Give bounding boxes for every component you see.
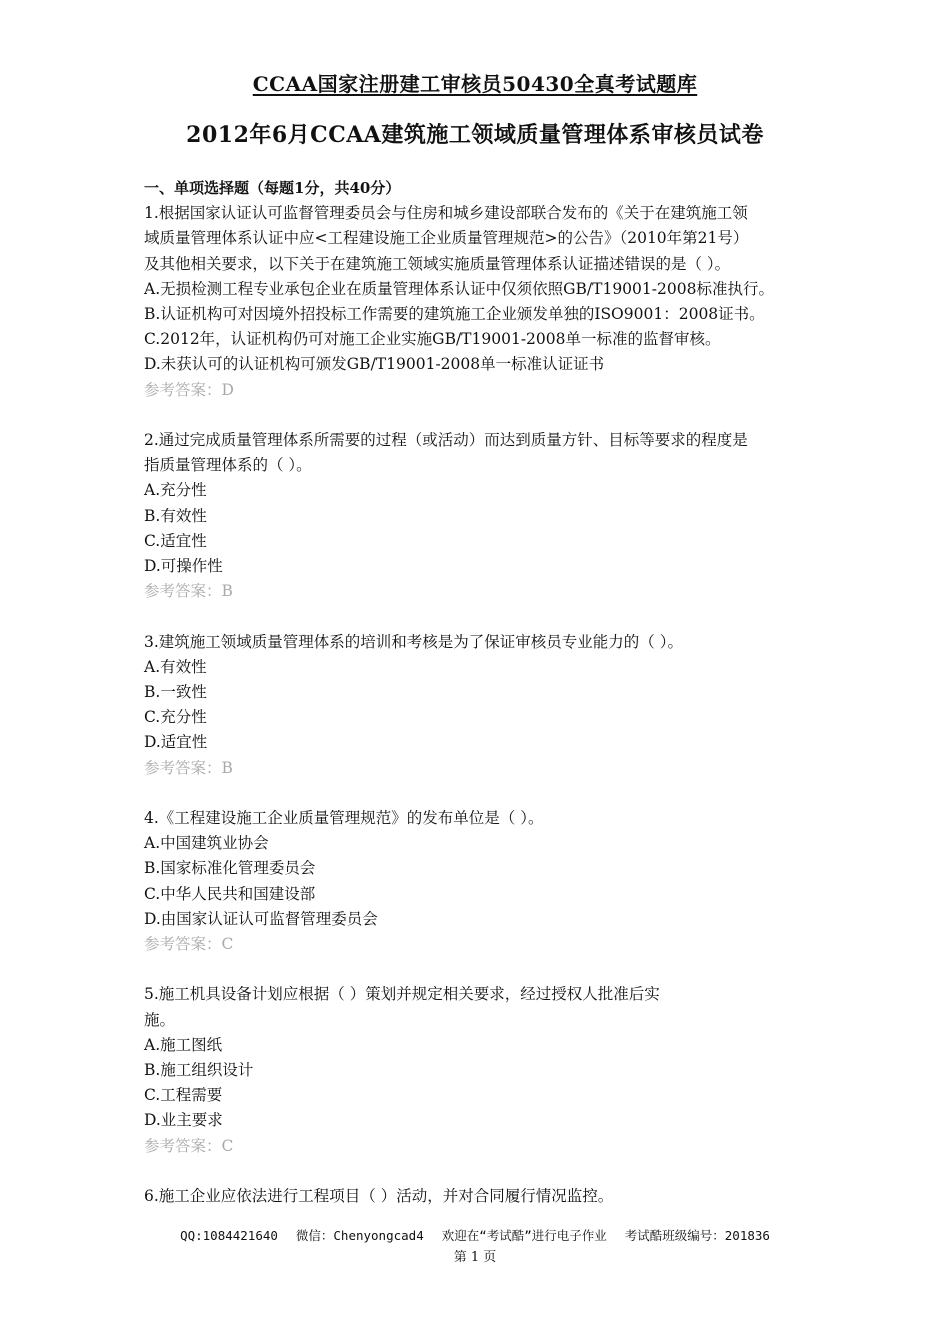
question-2-answer: 参考答案：B [144, 582, 233, 601]
page-number: 第 1 页 [453, 1250, 497, 1265]
footer-qq: QQ:1084421640 [180, 1228, 278, 1243]
question-3-option-d: D.适宜性 [144, 733, 208, 752]
question-4-option-a: A.中国建筑业协会 [144, 834, 269, 853]
question-2-line-2: 指质量管理体系的（ ）。 [144, 456, 312, 475]
question-3 [144, 630, 812, 781]
question-3-option-a: A.有效性 [144, 657, 207, 676]
question-1-line-1: 1.根据国家认证认可监督管理委员会与住房和城乡建设部联合发布的《关于在建筑施工领 [144, 204, 748, 223]
question-4-line-1: 4.《工程建设施工企业质量管理规范》的发布单位是（ ）。 [144, 809, 544, 828]
document-title-text: CCAA国家注册建工审核员50430全真考试题库 [252, 72, 698, 96]
question-1-answer: 参考答案：D [144, 380, 234, 399]
question-5-option-d: D.业主要求 [144, 1111, 223, 1130]
question-1-line-3: 及其他相关要求，以下关于在建筑施工领域实施质量管理体系认证描述错误的是（ ）。 [144, 254, 731, 273]
spacer [144, 403, 812, 428]
question-1-option-c: C.2012年，认证机构仍可对施工企业实施GB/T19001-2008单一标准的监督审核。 [144, 330, 721, 349]
question-4 [144, 806, 812, 957]
question-6-line-1: 6.施工企业应依法进行工程项目（ ）活动，并对合同履行情况监控。 [144, 1187, 614, 1206]
page-footer [0, 1226, 950, 1244]
question-4-option-c: C.中华人民共和国建设部 [144, 884, 316, 903]
question-2-option-c: C.适宜性 [144, 531, 207, 550]
question-1-option-d: D.未获认可的认证机构可颁发GB/T19001-2008单一标准认证证书 [144, 355, 605, 374]
question-2-option-a: A.充分性 [144, 481, 207, 500]
question-3-option-b: B.一致性 [144, 683, 207, 702]
question-2-line-1: 2.通过完成质量管理体系所需要的过程（或活动）而达到质量方针、目标等要求的程度是 [144, 431, 748, 450]
question-1-option-a: A.无损检测工程专业承包企业在质量管理体系认证中仅须依照GB/T19001-2008标准执行。 [144, 279, 774, 298]
spacer [144, 781, 812, 806]
question-6 [144, 1184, 812, 1209]
question-5-option-c: C.工程需要 [144, 1086, 223, 1105]
question-2-option-b: B.有效性 [144, 506, 207, 525]
question-3-option-c: C.充分性 [144, 708, 207, 727]
footer-welcome: 欢迎在“考试酷”进行电子作业 [441, 1228, 607, 1243]
footer-class-code: 考试酷班级编号：201836 [624, 1228, 770, 1243]
question-3-line-1: 3.建筑施工领域质量管理体系的培训和考核是为了保证审核员专业能力的（ ）。 [144, 632, 683, 651]
question-4-option-d: D.由国家认证认可监督管理委员会 [144, 909, 378, 928]
section-heading: 一、单项选择题（每题1分，共40分） [144, 179, 401, 197]
question-5-option-b: B.施工组织设计 [144, 1061, 254, 1080]
question-4-option-b: B.国家标准化管理委员会 [144, 859, 316, 878]
question-1-line-2: 域质量管理体系认证中应<工程建设施工企业质量管理规范>的公告》（2010年第21号） [144, 229, 749, 248]
spacer [144, 957, 812, 982]
question-2-option-d: D.可操作性 [144, 557, 223, 576]
spacer [144, 1159, 812, 1184]
question-5-line-1: 5.施工机具设备计划应根据（ ）策划并规定相关要求，经过授权人批准后实 [144, 985, 660, 1004]
footer-wechat: 微信：Chenyongcad4 [295, 1228, 424, 1243]
question-5-option-a: A.施工图纸 [144, 1035, 223, 1054]
exam-title: 2012年6月CCAA建筑施工领域质量管理体系审核员试卷 [186, 122, 764, 148]
spacer [144, 604, 812, 629]
question-1 [144, 201, 812, 403]
question-3-answer: 参考答案：B [144, 758, 233, 777]
document-title [0, 68, 950, 97]
question-2 [144, 428, 812, 604]
exam-content [144, 176, 812, 1209]
question-4-answer: 参考答案：C [144, 935, 234, 954]
question-5 [144, 982, 812, 1158]
question-5-line-2: 施。 [144, 1010, 176, 1029]
question-5-answer: 参考答案：C [144, 1136, 234, 1155]
question-1-option-b: B.认证机构可对因境外招投标工作需要的建筑施工企业颁发单独的ISO9001：2008证书。 [144, 305, 765, 324]
